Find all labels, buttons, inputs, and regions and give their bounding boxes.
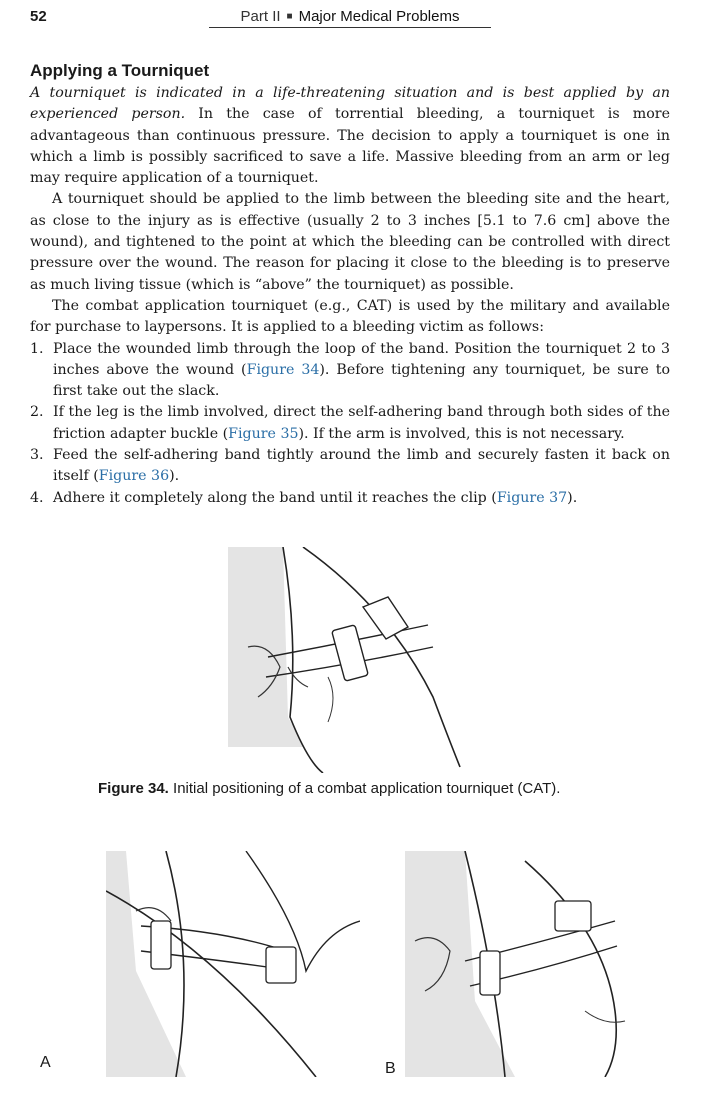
- paragraph-1-text: In the case of torrential bleeding, a tourniquet is more advantageous than continuous pressure. The decision to apply a tourniquet is one in which a limb is possibly sacrificed to save a life. Massive bleeding from an arm or leg may require application of a tourniquet.: [30, 106, 670, 187]
- figure-35a-illustration: [106, 851, 360, 1077]
- list-item: [30, 488, 670, 509]
- paragraph-1-italic: A tourniquet is indicated in a life-threatening situation and is best applied by an experienced person.: [30, 85, 670, 123]
- figure-link[interactable]: Figure 36: [98, 468, 170, 485]
- list-item: [30, 339, 670, 403]
- figure-link[interactable]: Figure 37: [496, 489, 568, 506]
- step-text-end: ).: [169, 468, 180, 485]
- step-number: 1.: [30, 340, 44, 357]
- step-text: Place the wounded limb through the loop of the band. Position the tourniquet 2 to 3 inches above the wound (: [53, 340, 670, 378]
- paragraph-1: [30, 83, 670, 189]
- step-text-end: ). Before tightening any tourniquet, be sure to first take out the slack.: [53, 361, 671, 400]
- step-text-end: ). If the arm is involved, this is not necessary.: [298, 425, 625, 442]
- part-title: Major Medical Problems: [298, 8, 460, 25]
- running-head: [209, 8, 491, 28]
- panel-label-b: B: [385, 1060, 396, 1077]
- step-number: 3.: [30, 447, 44, 464]
- figure-link[interactable]: Figure 35: [228, 425, 299, 442]
- figure-34-label: Figure 34.: [98, 780, 169, 797]
- paragraph-3: The combat application tourniquet (e.g., CAT) is used by the military and available for purchase to laypersons. It is applied to a bleeding victim as follows:: [30, 297, 670, 336]
- step-text: Adhere it completely along the band until it reaches the clip (: [53, 489, 497, 506]
- figure-link[interactable]: Figure 34: [246, 361, 320, 378]
- figure-34-caption-text: Initial positioning of a combat application tourniquet (CAT).: [173, 780, 561, 797]
- paragraph-2: A tourniquet should be applied to the limb between the bleeding site and the heart, as close to the injury as is effective (usually 2 to 3 inches [5.1 to 7.6 cm] above the wound), and tightened to the point at which the bleeding can be controlled with direct pressure over the wound. The reason for placing it close to the bleeding is to preserve as much living tissue (which is “above” the tourniquet) as possible.: [30, 191, 670, 293]
- body-text: [30, 83, 670, 509]
- tourniquet-buckle-drawing: [106, 851, 360, 1077]
- square-bullet-icon: ■: [286, 11, 293, 22]
- figure-35b-illustration: [405, 851, 661, 1077]
- tourniquet-leg-drawing: [228, 547, 472, 773]
- tourniquet-band-drawing: [405, 851, 661, 1077]
- list-item: [30, 445, 670, 488]
- step-text: Feed the self-adhering band tightly around the limb and securely fasten it back on itself (: [53, 447, 670, 485]
- figure-34-caption: [98, 780, 638, 797]
- list-item: [30, 402, 670, 445]
- figure-34-illustration: [228, 547, 472, 773]
- part-label: Part II: [240, 8, 281, 25]
- step-text-end: ).: [567, 489, 578, 506]
- panel-label-a: A: [40, 1054, 51, 1071]
- page-number: 52: [30, 8, 47, 25]
- steps-list: [30, 339, 670, 509]
- step-number: 4.: [30, 489, 44, 506]
- section-heading: Applying a Tourniquet: [30, 61, 210, 80]
- step-text: If the leg is the limb involved, direct the self-adhering band through both sides of the friction adapter buckle (: [53, 404, 670, 442]
- step-number: 2.: [30, 404, 44, 421]
